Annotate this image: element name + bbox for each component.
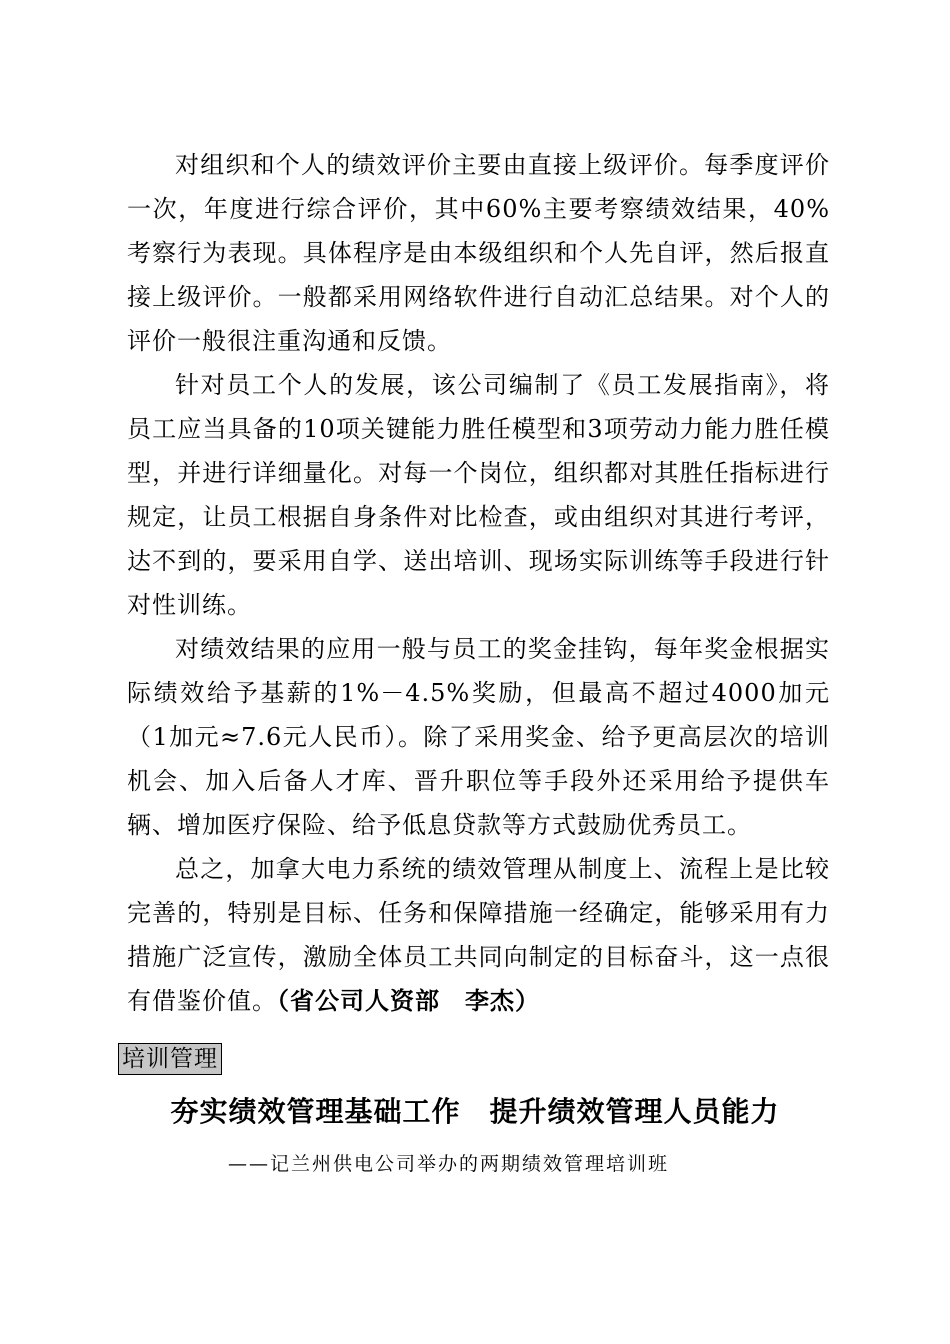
paragraph-results: 对绩效结果的应用一般与员工的奖金挂钩，每年奖金根据实际绩效给予基薪的1%－4.5%奖励，但最高不超过4000加元（1加元≈7.6元人民币）。除了采用奖金、给予更高层次的培训机会、加入后备人才库、晋升职位等手段外还采用给予提供车辆、增加医疗保险、给予低息贷款等方式鼓励优秀员工。: [127, 635, 830, 839]
author-signature: （省公司人资部 李杰）: [277, 987, 540, 1015]
section-tag: 培训管理: [118, 1043, 222, 1075]
paragraph-development: 针对员工个人的发展，该公司编制了《员工发展指南》，将员工应当具备的10项关键能力胜任模型和3项劳动力能力胜任模型，并进行详细量化。对每一个岗位，组织都对其胜任指标进行规定，让员工根据自身条件对比检查，或由组织对其进行考评，达不到的，要采用自学、送出培训、现场实际训练等手段进行针对性训练。: [127, 371, 830, 619]
paragraph-conclusion: [127, 847, 830, 1023]
article-title: 夯实绩效管理基础工作 提升绩效管理人员能力: [170, 1095, 780, 1128]
paragraph-evaluation: 对组织和个人的绩效评价主要由直接上级评价。每季度评价一次，年度进行综合评价，其中60%主要考察绩效结果，40%考察行为表现。具体程序是由本级组织和个人先自评，然后报直接上级评价。一般都采用网络软件进行自动汇总结果。对个人的评价一般很注重沟通和反馈。: [127, 151, 830, 355]
conclusion-text: 总之，加拿大电力系统的绩效管理从制度上、流程上是比较完善的，特别是目标、任务和保障措施一经确定，能够采用有力措施广泛宣传，激励全体员工共同向制定的目标奋斗，这一点很有借鉴价值。: [127, 855, 830, 1015]
article-body: [127, 143, 830, 1023]
article-subtitle: ——记兰州供电公司举办的两期绩效管理培训班: [228, 1153, 670, 1175]
